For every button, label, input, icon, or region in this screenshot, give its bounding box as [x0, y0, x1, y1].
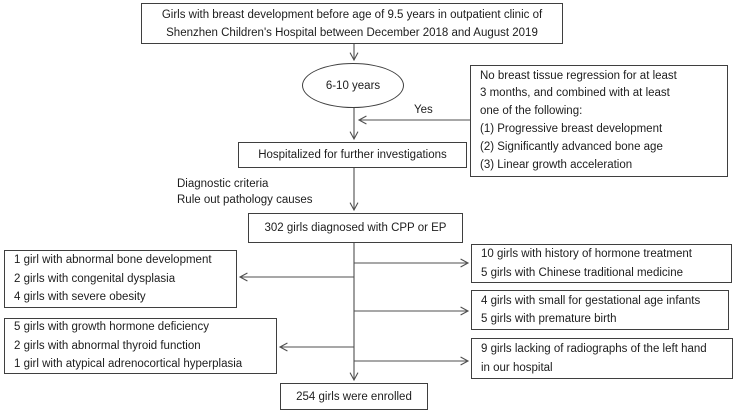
- excluded-line: 5 girls with Chinese traditional medicine: [481, 266, 683, 279]
- node-enrolled-label: 254 girls were enrolled: [296, 390, 412, 403]
- node-inclusion-criteria: [470, 65, 728, 177]
- excluded-line: 4 girls with severe obesity: [14, 291, 146, 304]
- criteria-line: one of the following:: [480, 105, 583, 118]
- excluded-line: 4 girls with small for gestational age infants: [481, 294, 701, 307]
- excluded-line: 5 girls with premature birth: [481, 313, 617, 325]
- node-source-population: [141, 3, 563, 44]
- excluded-line: 1 girl with atypical adrenocortical hyperplasia: [14, 358, 243, 371]
- excluded-line: 2 girls with congenital dysplasia: [14, 272, 176, 285]
- excluded-line: 5 girls with growth hormone deficiency: [14, 321, 209, 334]
- excluded-line: 9 girls lacking of radiographs of the left hand: [481, 343, 707, 356]
- node-diagnosed-label: 302 girls diagnosed with CPP or EP: [264, 222, 447, 234]
- node-source-line: Girls with breast development before age of 9.5 years in outpatient clinic of: [161, 8, 543, 21]
- excluded-line: 2 girls with abnormal thyroid function: [14, 339, 201, 352]
- excluded-line: in our hospital: [481, 361, 553, 374]
- node-hospitalized-label: Hospitalized for further investigations: [258, 149, 447, 161]
- node-enrolled: [280, 383, 428, 410]
- criteria-line: No breast tissue regression for at least: [480, 69, 677, 82]
- node-source-line: Shenzhen Children's Hospital between December 2018 and August 2019: [166, 26, 538, 39]
- node-excluded-right-2: [471, 290, 729, 330]
- node-age-filter-label: 6-10 years: [325, 79, 381, 92]
- edge-label-stage-line2: Rule out pathology causes: [177, 194, 313, 206]
- node-diagnosed: [248, 213, 463, 243]
- criteria-line: 3 months, and combined with at least: [480, 87, 670, 100]
- edge-label-stage-line1: Diagnostic criteria: [177, 178, 269, 190]
- criteria-line: (2) Significantly advanced bone age: [480, 140, 663, 153]
- node-excluded-left-1: [4, 250, 237, 308]
- excluded-line: 1 girl with abnormal bone development: [14, 254, 212, 267]
- edge-label-stage: [177, 176, 313, 208]
- node-excluded-left-2: [4, 318, 277, 374]
- criteria-line: (3) Linear growth acceleration: [480, 158, 633, 171]
- node-age-filter: [302, 63, 404, 108]
- excluded-line: 10 girls with history of hormone treatment: [481, 248, 692, 261]
- criteria-line: (1) Progressive breast development: [480, 123, 663, 135]
- node-excluded-right-3: [471, 338, 733, 379]
- node-hospitalized: [238, 142, 467, 168]
- node-excluded-right-1: [471, 244, 732, 283]
- edge-label-yes: Yes: [414, 104, 433, 116]
